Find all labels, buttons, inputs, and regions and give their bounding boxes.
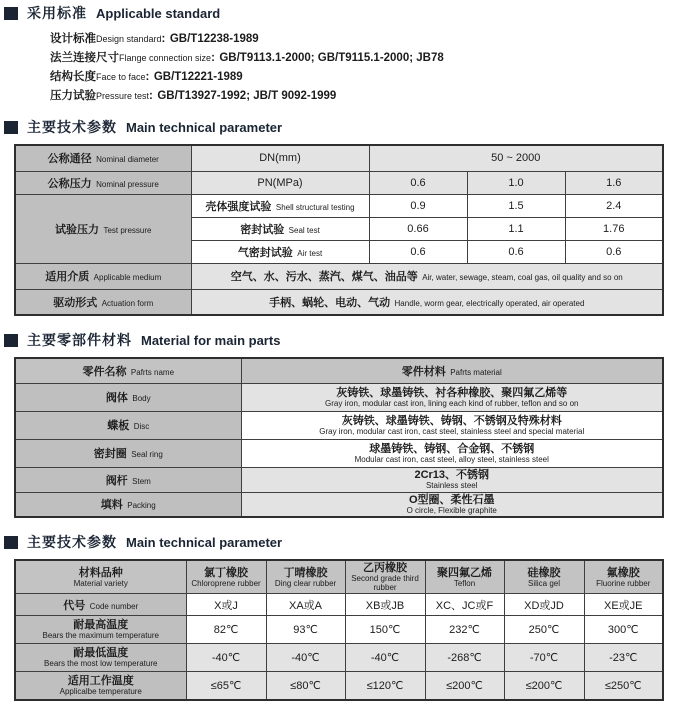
label-en: Body xyxy=(132,394,151,403)
cell-test-value: 0.6 xyxy=(369,240,467,263)
square-bullet-icon xyxy=(4,334,18,347)
header-material-variety xyxy=(15,560,186,594)
header-chloroprene xyxy=(186,560,266,594)
row-label-min-temperature xyxy=(15,644,186,672)
cell-dn-unit: DN(mm) xyxy=(191,145,369,171)
cell-temperature: -268℃ xyxy=(425,644,504,672)
label-zh: 氟橡胶 xyxy=(606,566,640,579)
row-label-code-number xyxy=(15,594,186,616)
cell-temperature: -70℃ xyxy=(504,644,584,672)
value-zh: 2Cr13、不锈钢 xyxy=(414,469,490,481)
square-bullet-icon xyxy=(4,121,18,134)
label-en: Pafrts name xyxy=(130,367,175,377)
standards-list xyxy=(50,29,676,105)
table-row xyxy=(15,289,663,315)
label-zh: 聚四氟乙烯 xyxy=(437,566,492,579)
section-title-en: Material for main parts xyxy=(141,332,281,348)
label-zh: 耐最低温度 xyxy=(73,647,129,659)
label-zh: 零件材料 xyxy=(401,365,446,378)
label-en: Silica gel xyxy=(527,578,560,588)
label-zh: 阀杆 xyxy=(105,474,128,487)
cell-temperature: -40℃ xyxy=(186,644,266,672)
row-label-nominal-diameter xyxy=(15,145,191,171)
row-label-packing xyxy=(15,492,241,517)
standard-value: GB/T12238-1989 xyxy=(169,33,259,45)
value-zh: 空气、水、污水、蒸汽、煤气、油品等 xyxy=(230,271,418,283)
section-title-en: Main technical parameter xyxy=(126,119,283,135)
square-bullet-icon xyxy=(4,7,18,20)
standard-item-pressure-test xyxy=(50,86,676,105)
table-row xyxy=(15,145,663,171)
label-zh: 密封试验 xyxy=(240,223,285,236)
cell-code: X或J xyxy=(186,594,266,616)
header-teflon xyxy=(425,560,504,594)
cell-test-value: 0.9 xyxy=(369,194,467,217)
standard-value: GB/T9113.1-2000; GB/T9115.1-2000; JB78 xyxy=(219,52,444,64)
table-row-body xyxy=(15,383,663,411)
cell-test-value: 1.76 xyxy=(565,217,663,240)
section-title-zh: 采用标准 xyxy=(27,5,87,21)
cell-actuation xyxy=(191,289,663,315)
table-row xyxy=(15,194,663,217)
row-label-body xyxy=(15,383,241,411)
cell-material xyxy=(241,492,663,517)
label-zh: 零件名称 xyxy=(82,365,127,378)
section-title-tech2 xyxy=(4,533,676,551)
standard-label-en: Design standard xyxy=(96,34,162,44)
label-en: Applicable medium xyxy=(93,273,162,282)
cell-temperature: 300℃ xyxy=(584,616,663,644)
section-title-zh: 主要技术参数 xyxy=(27,534,117,550)
label-en: Fluorine rubber xyxy=(596,578,651,588)
label-zh: 公称压力 xyxy=(47,177,92,190)
standard-item-face-to-face xyxy=(50,67,676,86)
cell-code: XB或JB xyxy=(345,594,425,616)
square-bullet-icon xyxy=(4,536,18,549)
label-en: Teflon xyxy=(453,578,476,588)
table-row-stem xyxy=(15,467,663,492)
value-zh: 球墨铸铁、铸钢、合金钢、不锈钢 xyxy=(369,442,535,455)
cell-material xyxy=(241,411,663,439)
table-row-working-temperature xyxy=(15,672,663,700)
table-row-seal-ring xyxy=(15,439,663,467)
label-zh: 驱动形式 xyxy=(53,296,98,309)
row-label-actuation-form xyxy=(15,289,191,315)
value-en: Air, water, sewage, steam, coal gas, oil quality and so on xyxy=(422,273,623,282)
cell-temperature: 250℃ xyxy=(504,616,584,644)
section-title-materials xyxy=(4,331,676,349)
label-en: Seal ring xyxy=(131,450,163,459)
cell-temperature: -40℃ xyxy=(345,644,425,672)
label-en: Material variety xyxy=(73,578,128,588)
cell-temperature: ≤120℃ xyxy=(345,672,425,700)
cell-temperature: 232℃ xyxy=(425,616,504,644)
cell-medium xyxy=(191,263,663,289)
cell-pn-value: 1.6 xyxy=(565,171,663,194)
header-fluorine xyxy=(584,560,663,594)
cell-pn-value: 1.0 xyxy=(467,171,565,194)
tech-parameters-table xyxy=(14,144,664,316)
sub-label-seal-test xyxy=(191,217,369,240)
label-en: Packing xyxy=(127,501,156,511)
label-zh: 耐最高温度 xyxy=(73,619,129,631)
cell-material xyxy=(241,383,663,411)
label-en: Air test xyxy=(297,248,323,258)
standard-label-en: Pressure test xyxy=(96,91,150,101)
label-en: Actuation form xyxy=(101,298,154,308)
row-label-nominal-pressure xyxy=(15,171,191,194)
row-label-stem xyxy=(15,467,241,492)
value-en: O circle, Flexible graphite xyxy=(406,505,497,515)
section-title-en: Main technical parameter xyxy=(126,534,283,550)
table-row xyxy=(15,263,663,289)
cell-code: XD或JD xyxy=(504,594,584,616)
standard-item-design xyxy=(50,29,676,48)
label-zh: 蝶板 xyxy=(107,420,130,432)
standard-value: GB/T13927-1992; JB/T 9092-1999 xyxy=(157,90,337,102)
table-row-disc xyxy=(15,411,663,439)
cell-dn-range: 50 ~ 2000 xyxy=(369,145,663,171)
label-en: Test pressure xyxy=(103,225,152,235)
label-en: Applicalbe temperature xyxy=(59,686,142,696)
materials-table xyxy=(14,357,664,518)
cell-temperature: ≤200℃ xyxy=(504,672,584,700)
cell-code: XE或JE xyxy=(584,594,663,616)
value-en: Modular cast iron, cast steel, alloy steel, stainless steel xyxy=(354,454,549,464)
row-label-max-temperature xyxy=(15,616,186,644)
header-parts-material xyxy=(241,358,663,383)
label-en: Bears the maximum temperature xyxy=(42,631,159,640)
label-zh: 适用工作温度 xyxy=(67,674,134,687)
label-zh: 硅橡胶 xyxy=(527,566,561,579)
cell-pn-unit: PN(MPa) xyxy=(191,171,369,194)
table-row-packing xyxy=(15,492,663,517)
cell-temperature: -23℃ xyxy=(584,644,663,672)
colon: : xyxy=(161,33,166,45)
table-header-row xyxy=(15,560,663,594)
section-title-standards xyxy=(4,4,676,22)
cell-material xyxy=(241,467,663,492)
table-row-code-number xyxy=(15,594,663,616)
cell-temperature: ≤65℃ xyxy=(186,672,266,700)
cell-temperature: 82℃ xyxy=(186,616,266,644)
value-zh: 灰铸铁、球墨铸铁、铸钢、不锈钢及特殊材料 xyxy=(341,414,562,427)
label-en: Chloroprene rubber xyxy=(191,578,261,588)
header-epdm xyxy=(345,560,425,594)
cell-test-value: 2.4 xyxy=(565,194,663,217)
label-en: Disc xyxy=(133,422,150,431)
table-row-min-temperature xyxy=(15,644,663,672)
value-en: Stainless steel xyxy=(425,481,478,490)
value-zh: O型圈、柔性石墨 xyxy=(408,493,495,506)
colon: : xyxy=(149,90,153,102)
label-zh: 壳体强度试验 xyxy=(205,200,272,213)
header-nitrile xyxy=(266,560,345,594)
label-zh: 代号 xyxy=(63,599,86,612)
row-label-test-pressure xyxy=(15,194,191,263)
label-zh: 乙丙橡胶 xyxy=(363,562,407,574)
table-row-max-temperature xyxy=(15,616,663,644)
standard-label-en: Flange connection size xyxy=(119,53,212,63)
label-zh: 密封圈 xyxy=(93,448,127,460)
label-zh: 公称通径 xyxy=(47,153,92,166)
label-en: Ding clear rubber xyxy=(274,578,337,588)
label-zh: 氯丁橡胶 xyxy=(204,566,248,579)
row-label-disc xyxy=(15,411,241,439)
row-label-working-temperature xyxy=(15,672,186,700)
header-silicone xyxy=(504,560,584,594)
label-zh: 适用介质 xyxy=(45,271,90,283)
label-zh: 气密封试验 xyxy=(237,246,293,259)
label-zh: 材料品种 xyxy=(78,566,123,579)
row-label-seal-ring xyxy=(15,439,241,467)
cell-temperature: ≤200℃ xyxy=(425,672,504,700)
value-en: Gray iron, modular cast iron, cast steel, stainless steel and special material xyxy=(319,426,585,436)
value-zh: 手柄、蜗轮、电动、气动 xyxy=(269,296,391,309)
standard-label-zh: 结构长度 xyxy=(50,71,96,83)
label-en: Nominal pressure xyxy=(96,179,159,189)
section-title-zh: 主要技术参数 xyxy=(27,119,117,135)
cell-test-value: 1.5 xyxy=(467,194,565,217)
label-zh: 丁晴橡胶 xyxy=(283,566,328,579)
cell-test-value: 0.6 xyxy=(565,240,663,263)
label-zh: 填料 xyxy=(100,499,123,512)
sub-label-shell-test xyxy=(191,194,369,217)
standard-label-en: Face to face xyxy=(96,72,146,82)
value-zh: 灰铸铁、球墨铸铁、衬各种橡胶、聚四氟乙烯等 xyxy=(336,386,568,399)
table-header-row xyxy=(15,358,663,383)
value-en: Handle, worm gear, electrically operated, air operated xyxy=(394,298,585,308)
row-label-applicable-medium xyxy=(15,263,191,289)
colon: : xyxy=(145,71,150,83)
cell-temperature: 150℃ xyxy=(345,616,425,644)
cell-test-value: 0.66 xyxy=(369,217,467,240)
cell-pn-value: 0.6 xyxy=(369,171,467,194)
cell-test-value: 0.6 xyxy=(467,240,565,263)
standard-label-zh: 压力试验 xyxy=(50,90,96,102)
label-zh: 试验压力 xyxy=(55,223,99,236)
standard-label-zh: 法兰连接尺寸 xyxy=(50,52,119,64)
header-parts-name xyxy=(15,358,241,383)
label-zh: 阀体 xyxy=(105,392,128,404)
standard-item-flange xyxy=(50,48,676,67)
label-en: Bears the most low temperature xyxy=(44,659,158,668)
cell-temperature: ≤80℃ xyxy=(266,672,345,700)
label-en: Second grade third rubber xyxy=(351,574,419,592)
label-en: Code number xyxy=(89,601,139,611)
rubber-properties-table xyxy=(14,559,664,701)
standard-value: GB/T12221-1989 xyxy=(153,71,243,83)
section-title-en: Applicable standard xyxy=(96,5,221,21)
section-title-tech1 xyxy=(4,118,676,136)
section-title-zh: 主要零部件材料 xyxy=(27,332,132,348)
label-en: Seal test xyxy=(288,225,320,235)
label-en: Stem xyxy=(132,476,151,486)
cell-code: XA或A xyxy=(266,594,345,616)
label-en: Pafrts material xyxy=(450,367,502,377)
cell-test-value: 1.1 xyxy=(467,217,565,240)
cell-temperature: -40℃ xyxy=(266,644,345,672)
cell-material xyxy=(241,439,663,467)
label-en: Shell structural testing xyxy=(275,202,355,212)
colon: : xyxy=(211,52,215,64)
cell-temperature: ≤250℃ xyxy=(584,672,663,700)
label-en: Nominal diameter xyxy=(96,155,159,165)
table-row xyxy=(15,171,663,194)
cell-temperature: 93℃ xyxy=(266,616,345,644)
value-en: Gray iron, modular cast iron, lining each kind of rubber, teflon and so on xyxy=(325,398,579,408)
sub-label-air-test xyxy=(191,240,369,263)
standard-label-zh: 设计标准 xyxy=(50,33,96,45)
cell-code: XC、JC或F xyxy=(425,594,504,616)
